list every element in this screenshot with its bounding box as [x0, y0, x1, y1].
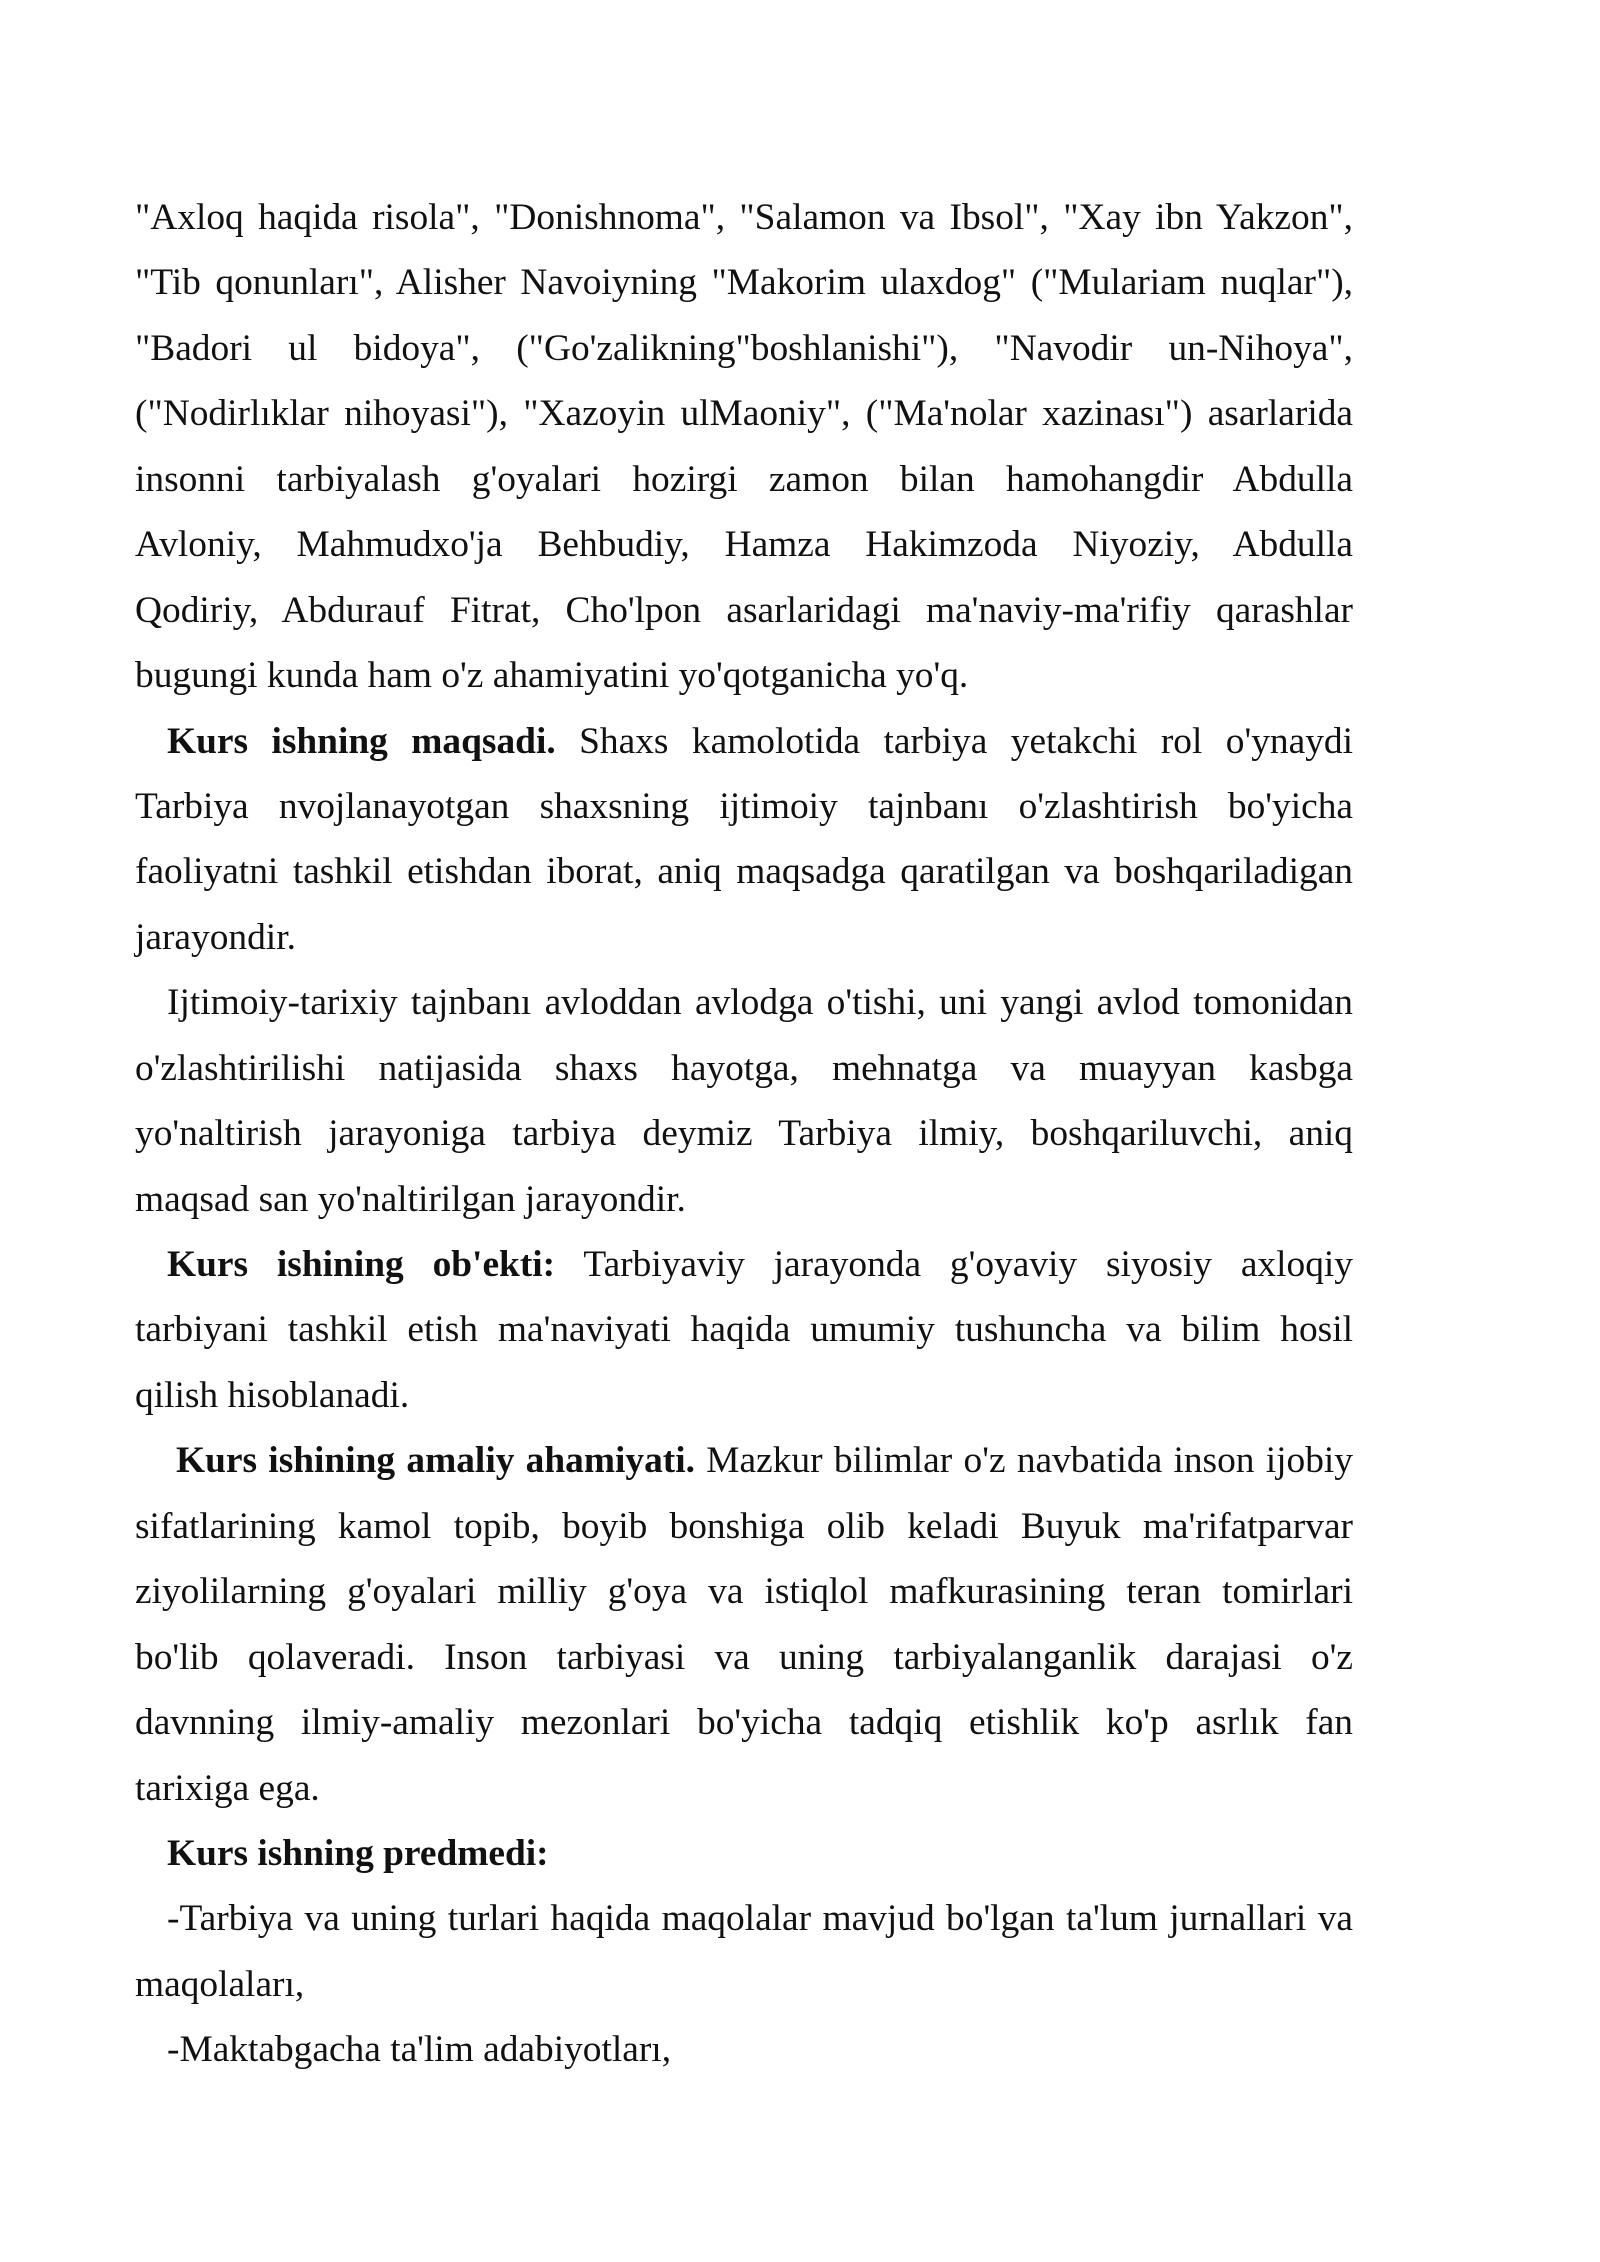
text-line: o'zlashtirilishi natijasida shaxs hayotga, mehnatga va muayyan kasbga	[135, 1047, 1353, 1089]
text-line: sifatlarining kamol topib, boyib bonshiga olib keladi Buyuk ma'rifatparvar	[135, 1505, 1353, 1547]
paragraph	[135, 1821, 1353, 1886]
text-line: "Tib qonunları", Alisher Navoiyning "Makorim ulaxdog" ("Mulariam nuqlar"),	[135, 262, 1353, 304]
text-line: Ijtimoiy-tarixiy tajnbanı avloddan avlodga o'tishi, uni yangi avlod tomonidan	[167, 982, 1353, 1024]
text-run: Tarbiyaviy jarayonda g'oyaviy siyosiy axloqiy	[583, 1244, 1353, 1285]
text-line: maqsad san yo'naltirilgan jarayondir.	[135, 1178, 686, 1220]
text-line	[135, 1232, 1353, 1297]
text-line: ("Nodirlıklar nihoyasi"), "Xazoyin ulMaoniy", ("Ma'nolar xazinası") asarlarida	[135, 393, 1353, 435]
paragraph	[135, 185, 1353, 709]
text-line: ziyolilarning g'oyalari milliy g'oya va istiqlol mafkurasining teran tomirlari	[135, 1571, 1353, 1613]
text-line: jarayondir.	[135, 916, 296, 958]
text-line: yo'naltirish jarayoniga tarbiya deymiz Tarbiya ilmiy, boshqariluvchi, aniq	[135, 1113, 1353, 1155]
text-line: insonni tarbiyalash g'oyalari hozirgi zamon bilan hamohangdir Abdulla	[135, 458, 1353, 500]
text-line	[135, 1821, 1353, 1886]
paragraph-heading: Kurs ishining amaliy ahamiyati.	[176, 1440, 695, 1482]
paragraph	[135, 1428, 1353, 1821]
paragraph-heading: Kurs ishning maqsadi.	[167, 720, 556, 762]
paragraph	[135, 2017, 1353, 2082]
text-line: Tarbiya nvojlanayotgan shaxsning ijtimoiy tajnbanı o'zlashtirish bo'yicha	[135, 785, 1353, 827]
text-line: bugungi kunda ham o'z ahamiyatini yo'qotganicha yo'q.	[135, 655, 969, 697]
paragraph-heading: Kurs ishning predmedi:	[167, 1832, 549, 1874]
text-line: "Axloq haqida risola", "Donishnoma", "Salamon va Ibsol", "Xay ibn Yakzon",	[135, 197, 1353, 238]
paragraph	[135, 1886, 1353, 2017]
paragraph	[135, 709, 1353, 971]
text-line: -Maktabgacha ta'lim adabiyotları,	[167, 2029, 672, 2071]
text-line	[135, 1428, 1353, 1493]
text-line: Qodiriy, Abdurauf Fitrat, Cho'lpon asarlaridagi ma'naviy-ma'rifiy qarashlar	[135, 589, 1353, 631]
text-line	[135, 709, 1353, 774]
text-line: davnning ilmiy-amaliy mezonlari bo'yicha tadqiq etishlik ko'p asrlık fan	[135, 1702, 1353, 1744]
text-line: "Badori ul bidoya", ("Go'zalikning"boshlanishi"), "Navodir un-Nihoya",	[135, 327, 1353, 369]
document-body	[135, 185, 1353, 2083]
text-line: Avloniy, Mahmudxo'ja Behbudiy, Hamza Hakimzoda Niyoziy, Abdulla	[135, 524, 1353, 566]
paragraph	[135, 1232, 1353, 1428]
text-line: bo'lib qolaveradi. Inson tarbiyasi va uning tarbiyalanganlik darajasi o'z	[135, 1636, 1353, 1678]
text-line: tarixiga ega.	[135, 1767, 320, 1809]
text-line: maqolaları,	[135, 1963, 305, 2005]
paragraph-heading: Kurs ishining ob'ekti:	[167, 1244, 556, 1285]
text-line: faoliyatni tashkil etishdan iborat, aniq maqsadga qaratilgan va boshqariladigan	[135, 851, 1353, 893]
text-run: Mazkur bilimlar o'z navbatida inson ijobiy	[706, 1440, 1354, 1482]
text-line: -Tarbiya va uning turlari haqida maqolalar mavjud bo'lgan ta'lum jurnallari va	[167, 1898, 1353, 1940]
text-run: Shaxs kamolotida tarbiya yetakchi rol o'ynaydi	[579, 720, 1354, 762]
text-line: qilish hisoblanadi.	[135, 1374, 410, 1416]
paragraph	[135, 970, 1353, 1232]
text-line: tarbiyani tashkil etish ma'naviyati haqida umumiy tushuncha va bilim hosil	[135, 1309, 1353, 1351]
